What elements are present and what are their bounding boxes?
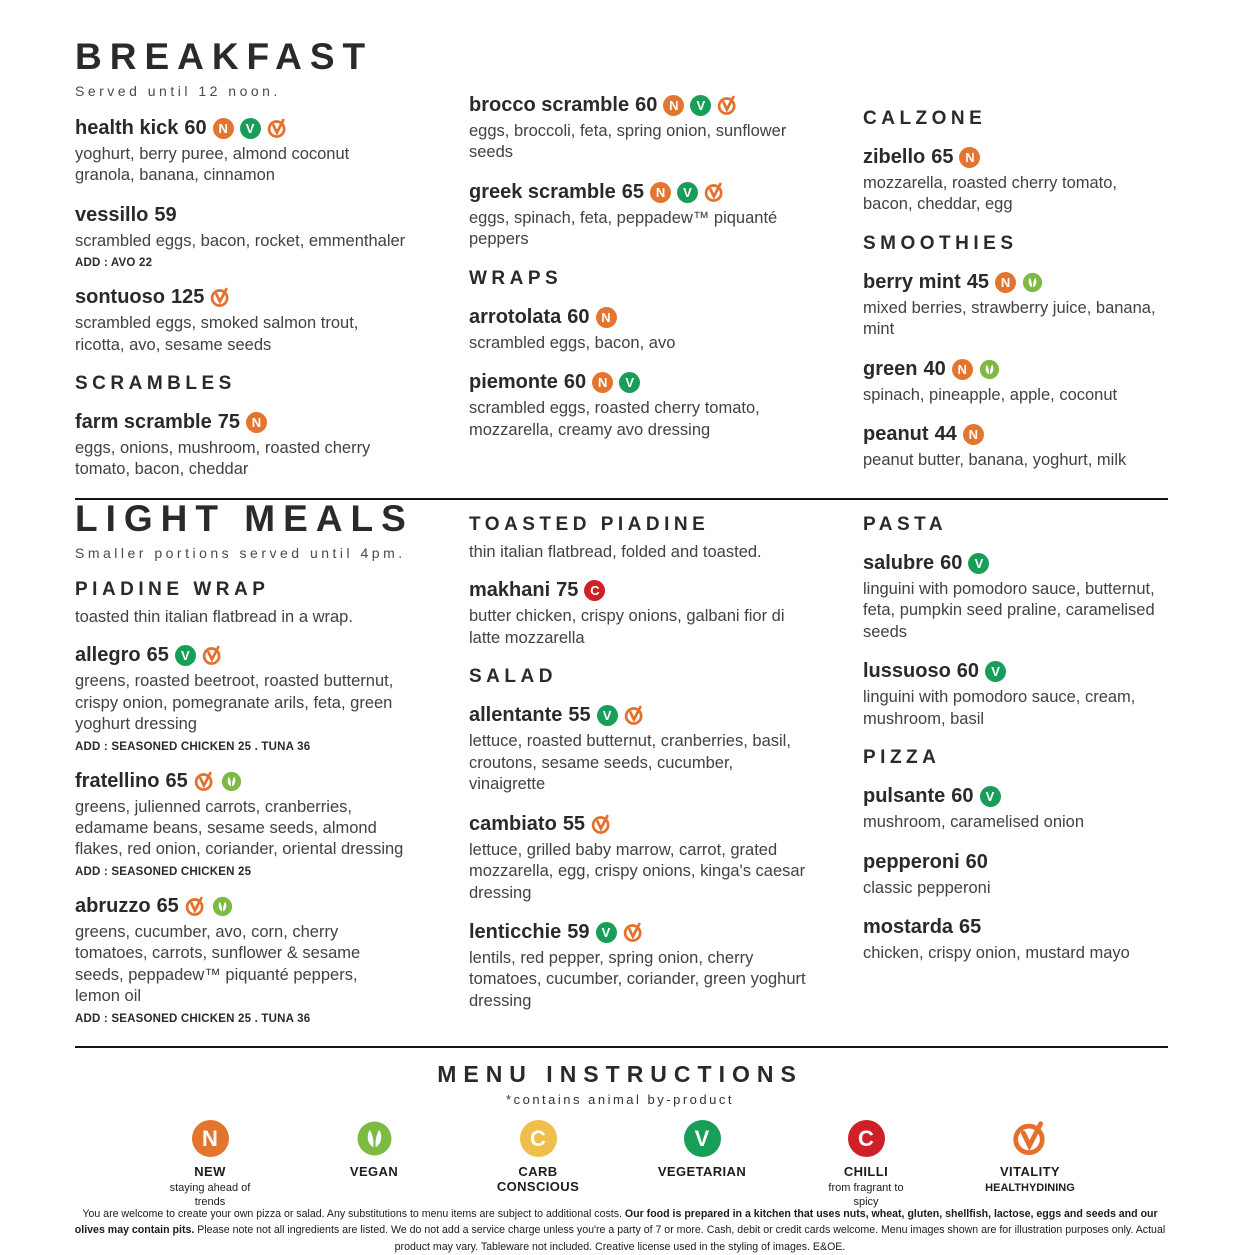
legend-note: from fragrant to spicy	[828, 1182, 904, 1209]
item-name: fratellino	[75, 769, 160, 792]
item-price: 75	[217, 411, 240, 434]
item-name: lenticchie	[469, 920, 562, 943]
fineprint-text: Please note not all ingredients are listed. We do not add a service charge unless you're a party of 7 or more. Cash, debit or credit cards welcome. Menu images shown are for illustration purposes only. Actual product may vary. Tableware not included. Creative license used in the styling of images. E&OE.	[194, 1224, 1166, 1253]
item-description: butter chicken, crispy onions, galbani fior di latte mozzarella	[469, 607, 785, 647]
item-title	[863, 423, 1168, 446]
subsection-heading: PIZZA	[863, 747, 941, 769]
menu-item-pulsante	[863, 785, 1168, 833]
item-title	[863, 785, 1168, 808]
menu-instructions	[0, 1048, 1240, 1209]
item-name: arrotolata	[469, 305, 562, 328]
subsection-description: thin italian flatbread, folded and toasted.	[469, 543, 762, 561]
vitality-icon	[194, 771, 215, 792]
item-price: 60	[951, 785, 974, 808]
menu-item-fratellino	[75, 770, 427, 878]
item-title	[75, 204, 427, 227]
item-price: 60	[184, 116, 207, 139]
light-meals-column-1	[75, 500, 427, 1046]
fineprint	[66, 1206, 1174, 1255]
item-title	[75, 644, 427, 667]
item-title	[469, 813, 821, 836]
breakfast-column-3	[863, 38, 1168, 498]
item-name: cambiato	[469, 812, 557, 835]
vegetarian-icon: V	[240, 118, 261, 139]
vitality-icon	[202, 645, 223, 666]
subsection-heading: TOASTED PIADINE	[469, 514, 710, 535]
item-price: 60	[956, 660, 980, 683]
item-description: scrambled eggs, roasted cherry tomato, mozzarella, creamy avo dressing	[469, 399, 760, 439]
item-name: lussuoso	[863, 660, 951, 683]
item-title	[863, 851, 1168, 874]
item-description: mushroom, caramelised onion	[863, 813, 1085, 832]
vegetarian-icon: V	[619, 372, 640, 393]
item-description: mixed berries, strawberry juice, banana, mint	[863, 298, 1156, 339]
item-description: yoghurt, berry puree, almond coconut granola, banana, cinnamon	[75, 144, 350, 185]
vitality-icon	[1012, 1120, 1049, 1157]
vegetarian-icon: V	[684, 1120, 721, 1157]
vitality-icon	[623, 922, 644, 943]
menu-item-pepperoni	[863, 851, 1168, 899]
new-icon: N	[663, 95, 684, 116]
subsection-heading: PIADINE WRAP	[75, 578, 270, 600]
subsection-heading: SMOOTHIES	[863, 232, 1018, 254]
item-title	[75, 286, 427, 309]
menu-item-brocco-scramble	[469, 94, 821, 164]
item-description: lentils, red pepper, spring onion, cherry tomatoes, cucumber, coriander, green yoghurt dressing	[469, 948, 806, 1010]
item-add-note: ADD : AVO 22	[75, 257, 153, 270]
vegan-icon	[212, 896, 233, 917]
menu-item-piemonte	[469, 371, 821, 441]
vitality-icon	[185, 896, 206, 917]
new-icon: N	[213, 118, 234, 139]
item-name: allegro	[75, 644, 141, 667]
legend-entry-vegan	[321, 1120, 427, 1179]
menu-item-health-kick	[75, 117, 427, 187]
menu-item-lussuoso	[863, 660, 1168, 730]
item-name: pepperoni	[863, 850, 960, 873]
menu-item-allentante	[469, 704, 821, 795]
light-meals-title: LIGHT MEALS	[75, 498, 414, 539]
item-description: peanut butter, banana, yoghurt, milk	[863, 451, 1127, 470]
item-title	[863, 552, 1168, 575]
item-title	[469, 371, 821, 394]
menu-item-sontuoso	[75, 286, 427, 356]
item-price: 40	[923, 357, 946, 380]
menu-item-vessillo	[75, 204, 427, 269]
item-title	[863, 660, 1168, 683]
item-description: linguini with pomodoro sauce, cream, mushroom, basil	[863, 688, 1136, 728]
light-meals-subtitle: Smaller portions served until 4pm.	[75, 544, 406, 561]
new-icon: N	[596, 307, 617, 328]
chilli-icon: C	[584, 580, 605, 601]
item-description: eggs, spinach, feta, peppadew™ piquanté peppers	[469, 208, 778, 249]
legend-label: CHILLI	[843, 1164, 889, 1179]
menu-item-greek-scramble	[469, 181, 821, 251]
item-name: piemonte	[469, 371, 558, 394]
subsection-heading: PASTA	[863, 514, 948, 535]
item-description: spinach, pineapple, apple, coconut	[863, 385, 1118, 404]
item-name: mostarda	[863, 916, 954, 939]
menu-item-berry-mint	[863, 271, 1168, 341]
vegetarian-icon: V	[980, 786, 1001, 807]
vegetarian-icon: V	[175, 645, 196, 666]
subsection-heading: WRAPS	[469, 267, 563, 289]
legend-entry-carb	[485, 1120, 591, 1194]
item-price: 60	[635, 94, 658, 116]
legend-label: VEGAN	[349, 1164, 399, 1179]
menu-item-lenticchie	[469, 921, 821, 1012]
item-add-note: ADD : SEASONED CHICKEN 25 . TUNA 36	[75, 740, 311, 753]
vegan-icon	[356, 1120, 393, 1157]
item-name: sontuoso	[75, 286, 165, 309]
menu-item-peanut	[863, 423, 1168, 471]
item-title	[75, 411, 427, 434]
item-price: 65	[146, 644, 169, 667]
light-meals-column-3	[863, 500, 1168, 1046]
vegetarian-icon: V	[968, 553, 989, 574]
light-meals-column-2	[469, 500, 821, 1046]
item-description: scrambled eggs, bacon, rocket, emmenthaler	[75, 231, 406, 250]
vegetarian-icon: V	[597, 705, 618, 726]
vegan-icon	[979, 359, 1000, 380]
item-description: greens, julienned carrots, cranberries, edamame beans, sesame seeds, almond flakes, red onion, coriander, oriental dressing	[75, 797, 404, 859]
menu-item-green	[863, 358, 1168, 406]
item-title	[469, 579, 821, 602]
legend-entry-new	[157, 1120, 263, 1210]
menu-item-cambiato	[469, 813, 821, 904]
item-description: classic pepperoni	[863, 878, 991, 897]
item-title	[469, 306, 821, 329]
vitality-icon	[591, 814, 612, 835]
item-price: 45	[966, 270, 990, 293]
breakfast-subtitle: Served until 12 noon.	[75, 82, 281, 99]
item-name: abruzzo	[75, 894, 151, 917]
item-price: 59	[567, 920, 590, 943]
subsection-description: toasted thin italian flatbread in a wrap.	[75, 607, 353, 626]
item-name: brocco scramble	[469, 94, 630, 116]
carb-conscious-icon: C	[520, 1120, 557, 1157]
item-name: allentante	[469, 704, 563, 727]
item-description: eggs, onions, mushroom, roasted cherry tomato, bacon, cheddar	[75, 439, 371, 479]
vegetarian-icon: V	[985, 661, 1006, 682]
vegan-icon	[221, 771, 242, 792]
item-price: 65	[156, 894, 179, 917]
item-title	[863, 271, 1168, 294]
new-icon: N	[192, 1120, 229, 1157]
item-price: 65	[165, 769, 188, 792]
menu-item-abruzzo	[75, 895, 427, 1025]
item-title	[863, 358, 1168, 381]
vegan-icon	[1022, 272, 1043, 293]
menu-item-arrotolata	[469, 306, 821, 354]
item-title	[863, 146, 1168, 169]
item-name: greek scramble	[469, 180, 616, 203]
legend-label: VEGETARIAN	[657, 1164, 747, 1179]
legend-label: NEW	[194, 1164, 226, 1179]
vegetarian-icon: V	[596, 922, 617, 943]
legend-entry-vitality	[977, 1120, 1083, 1195]
menu-item-mostarda	[863, 916, 1168, 964]
new-icon: N	[995, 272, 1016, 293]
new-icon: N	[952, 359, 973, 380]
new-icon: N	[650, 182, 671, 203]
item-description: scrambled eggs, bacon, avo	[469, 333, 676, 352]
vitality-icon	[717, 95, 738, 116]
item-title	[469, 921, 821, 944]
item-price: 44	[934, 423, 957, 446]
item-price: 60	[940, 552, 963, 574]
item-price: 55	[562, 812, 586, 835]
item-description: lettuce, roasted butternut, cranberries, basil, croutons, sesame seeds, cucumber, vinaigrette	[469, 732, 791, 794]
item-name: pulsante	[863, 785, 946, 808]
item-name: vessillo	[75, 203, 149, 226]
item-title	[75, 770, 427, 793]
item-name: makhani	[469, 579, 551, 602]
item-name: health kick	[75, 116, 179, 139]
menu-item-salubre	[863, 552, 1168, 643]
menu-item-zibello	[863, 146, 1168, 216]
item-add-note: ADD : SEASONED CHICKEN 25 . TUNA 36	[75, 1012, 311, 1025]
item-price: 55	[568, 704, 591, 727]
item-price: 65	[931, 146, 954, 168]
subsection-heading: SCRAMBLES	[75, 373, 236, 395]
breakfast-column-1	[75, 38, 427, 498]
item-name: zibello	[863, 146, 926, 168]
section-light-meals	[0, 500, 1240, 1046]
item-description: chicken, crispy onion, mustard mayo	[863, 944, 1130, 963]
breakfast-column-2	[469, 38, 821, 498]
item-title	[75, 117, 427, 140]
item-description: linguini with pomodoro sauce, butternut, feta, pumpkin seed praline, caramelised seeds	[863, 580, 1155, 641]
item-price: 65	[621, 180, 645, 203]
item-title	[863, 916, 1168, 939]
fineprint-allergen-text: Our food is prepared in a kitchen that uses nuts, wheat, gluten, shellfish, lactose, eggs and seeds and our olives may contain pits.	[74, 1208, 1158, 1237]
new-icon: N	[963, 424, 984, 445]
new-icon: N	[246, 412, 267, 433]
vitality-icon	[210, 287, 231, 308]
legend-row	[0, 1120, 1240, 1210]
item-price: 60	[563, 371, 587, 394]
vegetarian-icon: V	[690, 95, 711, 116]
subsection-heading: CALZONE	[863, 108, 987, 129]
legend-label: CARB CONSCIOUS	[496, 1164, 580, 1194]
menu-item-farm-scramble	[75, 411, 427, 481]
item-price: 75	[556, 579, 579, 602]
item-title	[469, 181, 821, 204]
item-title	[75, 895, 427, 918]
item-name: berry mint	[863, 270, 961, 293]
legend-note: staying ahead of trends	[169, 1182, 251, 1209]
item-name: farm scramble	[75, 411, 212, 434]
item-price: 60	[567, 305, 590, 328]
item-name: peanut	[863, 423, 929, 446]
item-price: 59	[154, 203, 177, 226]
item-name: salubre	[863, 552, 935, 574]
menu-item-allegro	[75, 644, 427, 752]
item-description: lettuce, grilled baby marrow, carrot, grated mozzarella, egg, crispy onions, kinga's caesar dressing	[469, 840, 806, 902]
legend-entry-vegetarian	[649, 1120, 755, 1179]
breakfast-title: BREAKFAST	[75, 36, 374, 77]
vitality-icon	[267, 118, 288, 139]
new-icon: N	[592, 372, 613, 393]
legend-label: VITALITY	[999, 1164, 1060, 1179]
vegetarian-icon: V	[677, 182, 698, 203]
item-description: mozzarella, roasted cherry tomato, bacon, cheddar, egg	[863, 174, 1118, 214]
subsection-heading: SALAD	[469, 666, 557, 688]
chilli-icon: C	[848, 1120, 885, 1157]
item-title	[469, 704, 821, 727]
item-add-note: ADD : SEASONED CHICKEN 25	[75, 865, 252, 878]
menu-instructions-title: MENU INSTRUCTIONS	[437, 1061, 803, 1087]
vitality-icon	[704, 182, 725, 203]
item-description: scrambled eggs, smoked salmon trout, ricotta, avo, sesame seeds	[75, 314, 359, 354]
item-price: 60	[965, 850, 988, 873]
menu-item-makhani	[469, 579, 821, 649]
item-description: greens, roasted beetroot, roasted butternut, crispy onion, pomegranate arils, feta, green yoghurt dressing	[75, 672, 394, 734]
item-description: greens, cucumber, avo, corn, cherry tomatoes, carrots, sunflower & sesame seeds, peppadew™ piquanté peppers, lemon oil	[75, 922, 361, 1006]
item-name: green	[863, 357, 918, 380]
item-title	[469, 94, 821, 117]
menu-instructions-subtitle: *contains animal by-product	[506, 1092, 734, 1107]
new-icon: N	[959, 147, 980, 168]
section-breakfast	[0, 38, 1240, 498]
vitality-icon	[624, 705, 645, 726]
item-description: eggs, broccoli, feta, spring onion, sunflower seeds	[469, 122, 787, 162]
item-price: 125	[171, 286, 205, 309]
legend-entry-chilli	[813, 1120, 919, 1210]
legend-note: HEALTHYDINING	[985, 1182, 1075, 1194]
item-price: 65	[959, 916, 982, 939]
fineprint-text: You are welcome to create your own pizza or salad. Any substitutions to menu items are subject to additional costs.	[82, 1208, 625, 1220]
